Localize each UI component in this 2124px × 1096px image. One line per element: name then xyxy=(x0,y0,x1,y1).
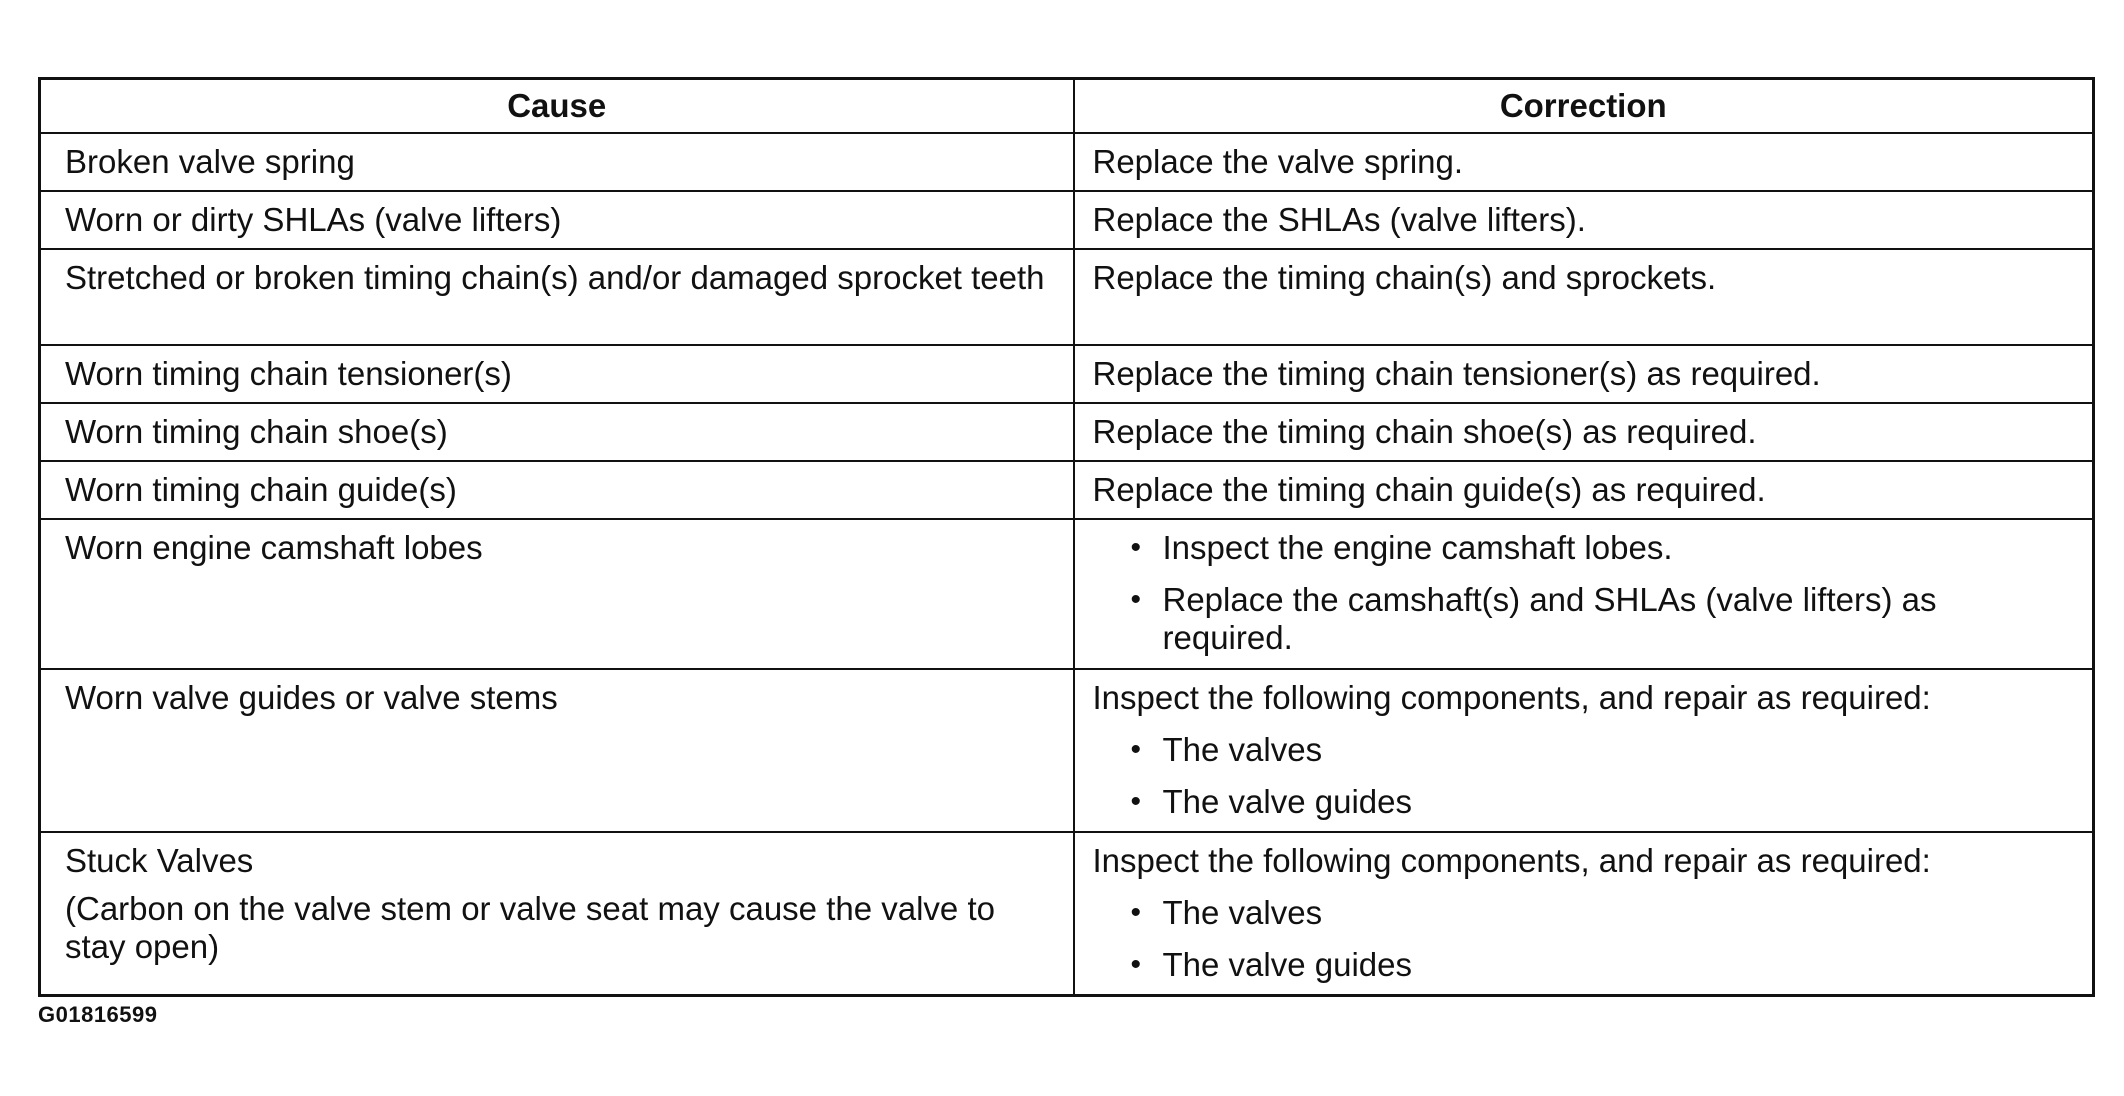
figure-id-label: G01816599 xyxy=(38,1002,158,1027)
correction-cell: Replace the valve spring. xyxy=(1074,133,2094,191)
bullet-text: The valve guides xyxy=(1162,945,1412,983)
table-row xyxy=(40,249,2094,345)
bullet-text: The valves xyxy=(1162,730,1323,768)
bullet-icon: • xyxy=(1130,784,1142,818)
correction-cell xyxy=(1074,832,2094,996)
cause-cell: Worn valve guides or valve stems xyxy=(40,669,1074,832)
cause-cell xyxy=(40,832,1074,996)
cause-cell: Worn timing chain guide(s) xyxy=(40,461,1074,519)
bullet-text: Replace the camshaft(s) and SHLAs (valve lifters) as required. xyxy=(1162,580,1937,656)
column-header-correction: Correction xyxy=(1074,79,2094,133)
list-item xyxy=(1093,783,2073,821)
bullet-icon: • xyxy=(1130,732,1142,766)
bullet-icon: • xyxy=(1130,895,1142,929)
correction-cell: Replace the SHLAs (valve lifters). xyxy=(1074,191,2094,249)
correction-cell xyxy=(1074,519,2094,669)
table-row xyxy=(40,345,2094,403)
correction-cell xyxy=(1074,669,2094,832)
cause-cell: Stretched or broken timing chain(s) and/or damaged sprocket teeth xyxy=(40,249,1074,345)
bullet-icon: • xyxy=(1130,530,1142,564)
bullet-icon: • xyxy=(1130,582,1142,616)
correction-bullet-list xyxy=(1093,731,2073,821)
table-row xyxy=(40,519,2094,669)
bullet-text: Inspect the engine camshaft lobes. xyxy=(1162,528,1673,566)
list-item xyxy=(1093,894,2073,932)
cause-cell: Broken valve spring xyxy=(40,133,1074,191)
bullet-text: The valves xyxy=(1162,893,1323,931)
cause-note: (Carbon on the valve stem or valve seat may cause the valve to stay open) xyxy=(65,889,995,965)
table-row xyxy=(40,133,2094,191)
cause-cell: Worn timing chain tensioner(s) xyxy=(40,345,1074,403)
table-row xyxy=(40,669,2094,832)
table-row xyxy=(40,403,2094,461)
table-row xyxy=(40,191,2094,249)
correction-intro: Inspect the following components, and repair as required: xyxy=(1092,841,1931,879)
cause-cell: Worn or dirty SHLAs (valve lifters) xyxy=(40,191,1074,249)
cause-correction-table xyxy=(38,77,2095,997)
list-item xyxy=(1093,946,2073,984)
list-item xyxy=(1093,529,2073,567)
bullet-icon: • xyxy=(1130,947,1142,981)
correction-cell: Replace the timing chain(s) and sprockets. xyxy=(1074,249,2094,345)
correction-intro: Inspect the following components, and repair as required: xyxy=(1092,678,1931,716)
table-row xyxy=(40,832,2094,996)
correction-cell: Replace the timing chain guide(s) as required. xyxy=(1074,461,2094,519)
correction-cell: Replace the timing chain tensioner(s) as required. xyxy=(1074,345,2094,403)
correction-bullet-list xyxy=(1093,894,2073,984)
table-header-row xyxy=(40,79,2094,133)
correction-bullet-list xyxy=(1093,529,2073,657)
table-row xyxy=(40,461,2094,519)
bullet-text: The valve guides xyxy=(1162,782,1412,820)
list-item xyxy=(1093,731,2073,769)
cause-cell: Worn engine camshaft lobes xyxy=(40,519,1074,669)
list-item xyxy=(1093,581,2073,657)
correction-cell: Replace the timing chain shoe(s) as required. xyxy=(1074,403,2094,461)
cause-cell: Worn timing chain shoe(s) xyxy=(40,403,1074,461)
column-header-cause: Cause xyxy=(40,79,1074,133)
cause-title: Stuck Valves xyxy=(65,841,254,879)
diagnosis-table-container xyxy=(38,77,2092,997)
